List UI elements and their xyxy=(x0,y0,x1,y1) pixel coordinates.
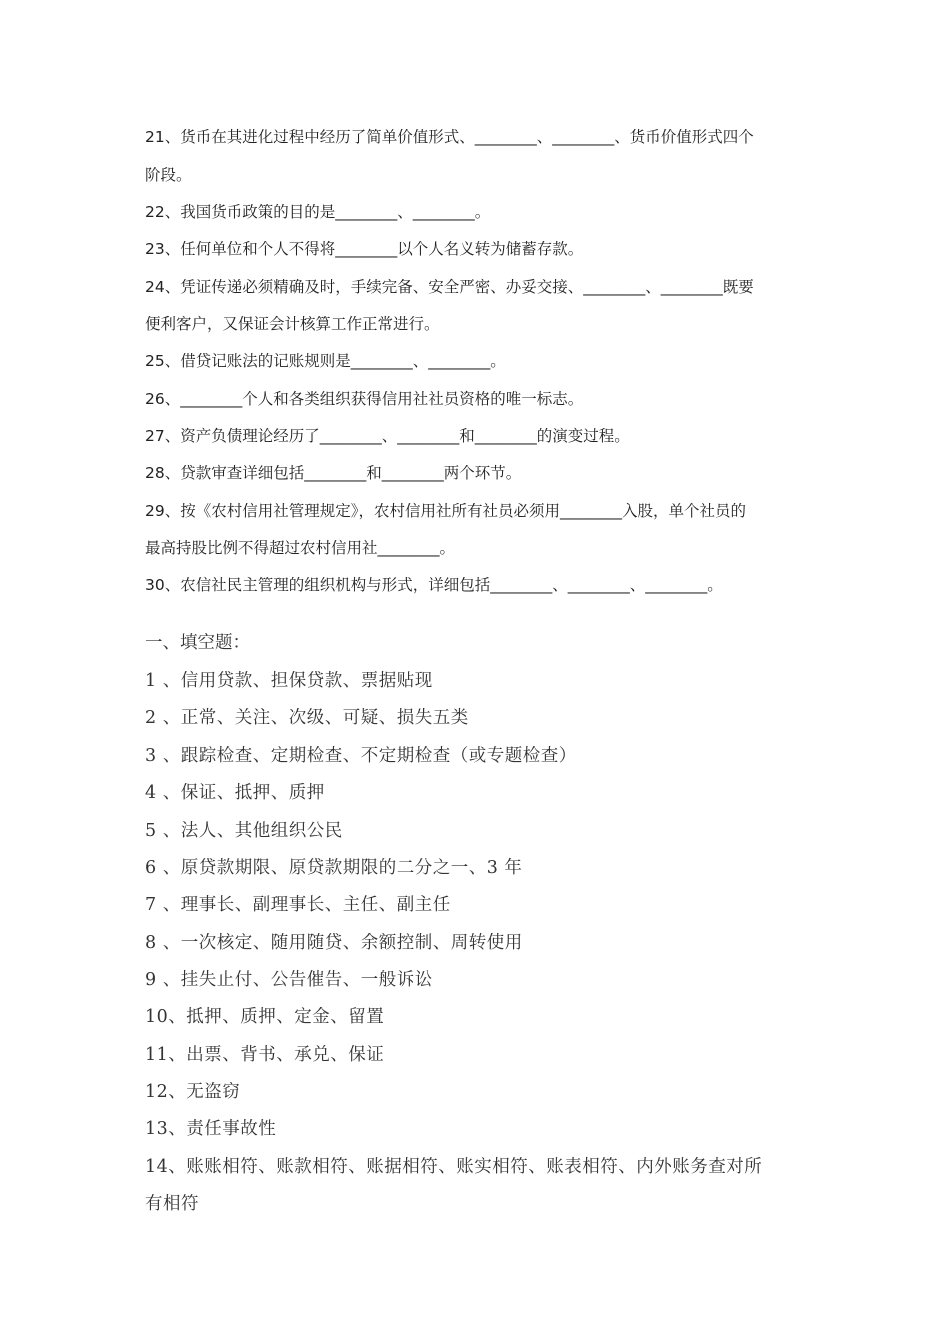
question-28: 28、贷款审查详细包括________和________两个环节。 xyxy=(145,464,522,482)
answer-12: 12、无盗窃 xyxy=(145,1082,241,1102)
question-24-line2: 便利客户，又保证会计核算工作正常进行。 xyxy=(145,315,440,333)
answer-13: 13、责任事故性 xyxy=(145,1119,277,1139)
section-title: 一、填空题： xyxy=(145,633,250,653)
question-24-line1: 24、凭证传递必须精确及时，手续完备、安全严密、办妥交接、________、________既要 xyxy=(145,278,754,296)
answer-9: 9 、挂失止付、公告催告、一般诉讼 xyxy=(145,970,433,990)
answer-8: 8 、一次核定、随用随贷、余额控制、周转使用 xyxy=(145,933,523,953)
answer-14-line1: 14、账账相符、账款相符、账据相符、账实相符、账表相符、内外账务查对所 xyxy=(145,1157,763,1177)
answer-7: 7 、理事长、副理事长、主任、副主任 xyxy=(145,895,451,915)
answer-5: 5 、法人、其他组织公民 xyxy=(145,821,343,841)
question-29-line2: 最高持股比例不得超过农村信用社________。 xyxy=(145,539,456,557)
answer-1: 1 、信用贷款、担保贷款、票据贴现 xyxy=(145,671,433,691)
answer-10: 10、抵押、质押、定金、留置 xyxy=(145,1007,385,1027)
question-23: 23、任何单位和个人不得将________以个人名义转为储蓄存款。 xyxy=(145,240,584,258)
question-30: 30、农信社民主管理的组织机构与形式，详细包括________、________、________。 xyxy=(145,576,723,594)
question-22: 22、我国货币政策的目的是________、________。 xyxy=(145,203,491,221)
question-21-line1: 21、货币在其进化过程中经历了简单价值形式、________、________、货币价值形式四个 xyxy=(145,128,754,146)
answer-6: 6 、原贷款期限、原贷款期限的二分之一、3 年 xyxy=(145,858,523,878)
question-21-line2: 阶段。 xyxy=(145,166,192,184)
answer-3: 3 、跟踪检查、定期检查、不定期检查（或专题检查） xyxy=(145,746,577,766)
answer-4: 4 、保证、抵押、质押 xyxy=(145,783,325,803)
question-26: 26、________个人和各类组织获得信用社社员资格的唯一标志。 xyxy=(145,390,584,408)
question-27: 27、资产负债理论经历了________、________和________的演变过程。 xyxy=(145,427,630,445)
answer-14-line2: 有相符 xyxy=(145,1194,199,1214)
question-29-line1: 29、按《农村信用社管理规定》，农村信用社所有社员必须用________入股，单个社员的 xyxy=(145,502,746,520)
question-25: 25、借贷记账法的记账规则是________、________。 xyxy=(145,352,506,370)
answer-11: 11、出票、背书、承兑、保证 xyxy=(145,1045,385,1065)
answer-2: 2 、正常、关注、次级、可疑、损失五类 xyxy=(145,708,469,728)
